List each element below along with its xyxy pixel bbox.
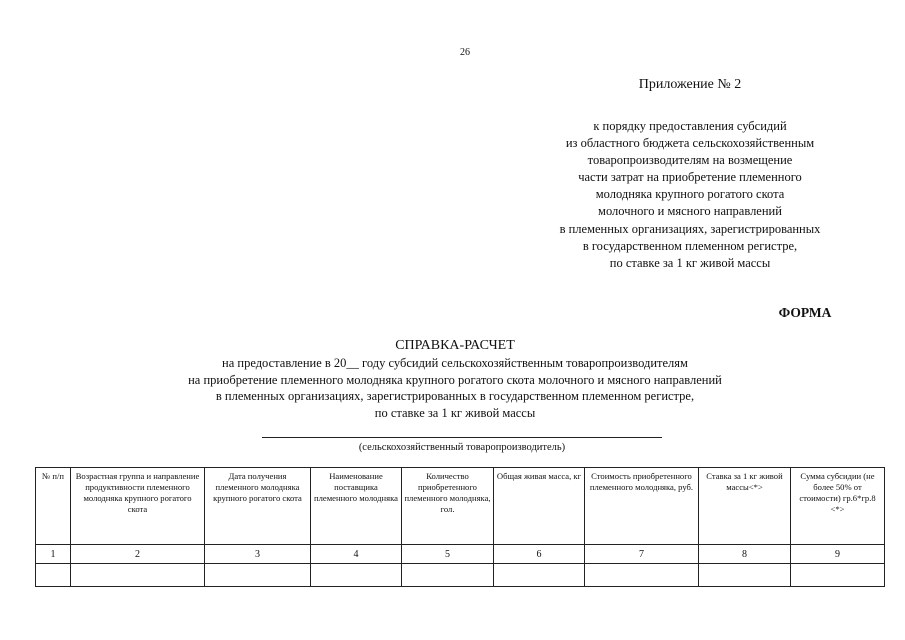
appendix-title: Приложение № 2 (638, 77, 742, 92)
table-cell (585, 564, 699, 587)
document-subtitle (100, 355, 810, 421)
subsidy-calculation-table (35, 467, 885, 587)
table-cell (402, 564, 494, 587)
subtitle-line: в племенных организациях, зарегистрированных в государственном племенном регистре, (215, 389, 695, 403)
appendix-line: по ставке за 1 кг живой массы (609, 255, 771, 270)
table-header-cell: Количество приобретенного племенного молодняка, гол. (402, 468, 494, 545)
form-label: ФОРМА (778, 305, 832, 320)
producer-caption: (сельскохозяйственный товаропроизводитель) (358, 442, 566, 453)
column-number-cell: 5 (402, 545, 494, 564)
column-number-cell: 3 (205, 545, 311, 564)
appendix-line: в государственном племенном регистре, (582, 238, 798, 253)
table-header-cell: Возрастная группа и направление продуктивности племенного молодняка крупного рогатого скота (71, 468, 205, 545)
column-number-cell: 7 (585, 545, 699, 564)
document-heading (100, 337, 810, 421)
table-header-cell: № п/п (36, 468, 71, 545)
appendix-line: молочного и мясного направлений (598, 204, 782, 219)
table-header-cell: Общая живая масса, кг (494, 468, 585, 545)
appendix-line: из областного бюджета сельскохозяйственным (565, 136, 815, 151)
document-title: СПРАВКА-РАСЧЕТ (395, 338, 515, 353)
table-cell (311, 564, 402, 587)
table-cell (205, 564, 311, 587)
table-row (36, 564, 885, 587)
table-header-row (36, 468, 885, 545)
producer-blank-line (262, 437, 662, 438)
column-number-cell: 6 (494, 545, 585, 564)
table-header-cell: Стоимость приобретенного племенного молодняка, руб. (585, 468, 699, 545)
subtitle-line: на предоставление в 20__ году субсидий сельскохозяйственным товаропроизводителям (222, 356, 688, 370)
appendix-text (500, 118, 880, 272)
subtitle-line: на приобретение племенного молодняка крупного рогатого скота молочного и мясного направлений (188, 372, 722, 387)
column-number-cell: 1 (36, 545, 71, 564)
column-number-cell: 8 (699, 545, 791, 564)
table-cell (71, 564, 205, 587)
table-cell (36, 564, 71, 587)
page-number: 26 (460, 47, 470, 58)
table-header-cell: Наименование поставщика племенного молодняка (311, 468, 402, 545)
appendix-line: молодняка крупного рогатого скота (595, 187, 785, 202)
subtitle-line: по ставке за 1 кг живой массы (374, 405, 536, 420)
table-column-number-row (36, 545, 885, 564)
appendix-line: к порядку предоставления субсидий (593, 119, 787, 133)
table-header-cell: Сумма субсидии (не более 50% от стоимости) гр.6*гр.8 <*> (791, 468, 885, 545)
appendix-line: товаропроизводителям на возмещение (587, 153, 793, 168)
table-cell (791, 564, 885, 587)
table-cell (699, 564, 791, 587)
table-cell (494, 564, 585, 587)
appendix-line: в племенных организациях, зарегистрированных (559, 221, 821, 236)
column-number-cell: 9 (791, 545, 885, 564)
appendix-line: части затрат на приобретение племенного (578, 170, 802, 185)
table-header-cell: Ставка за 1 кг живой массы<*> (699, 468, 791, 545)
table-header-cell: Дата получения племенного молодняка крупного рогатого скота (205, 468, 311, 545)
column-number-cell: 2 (71, 545, 205, 564)
column-number-cell: 4 (311, 545, 402, 564)
